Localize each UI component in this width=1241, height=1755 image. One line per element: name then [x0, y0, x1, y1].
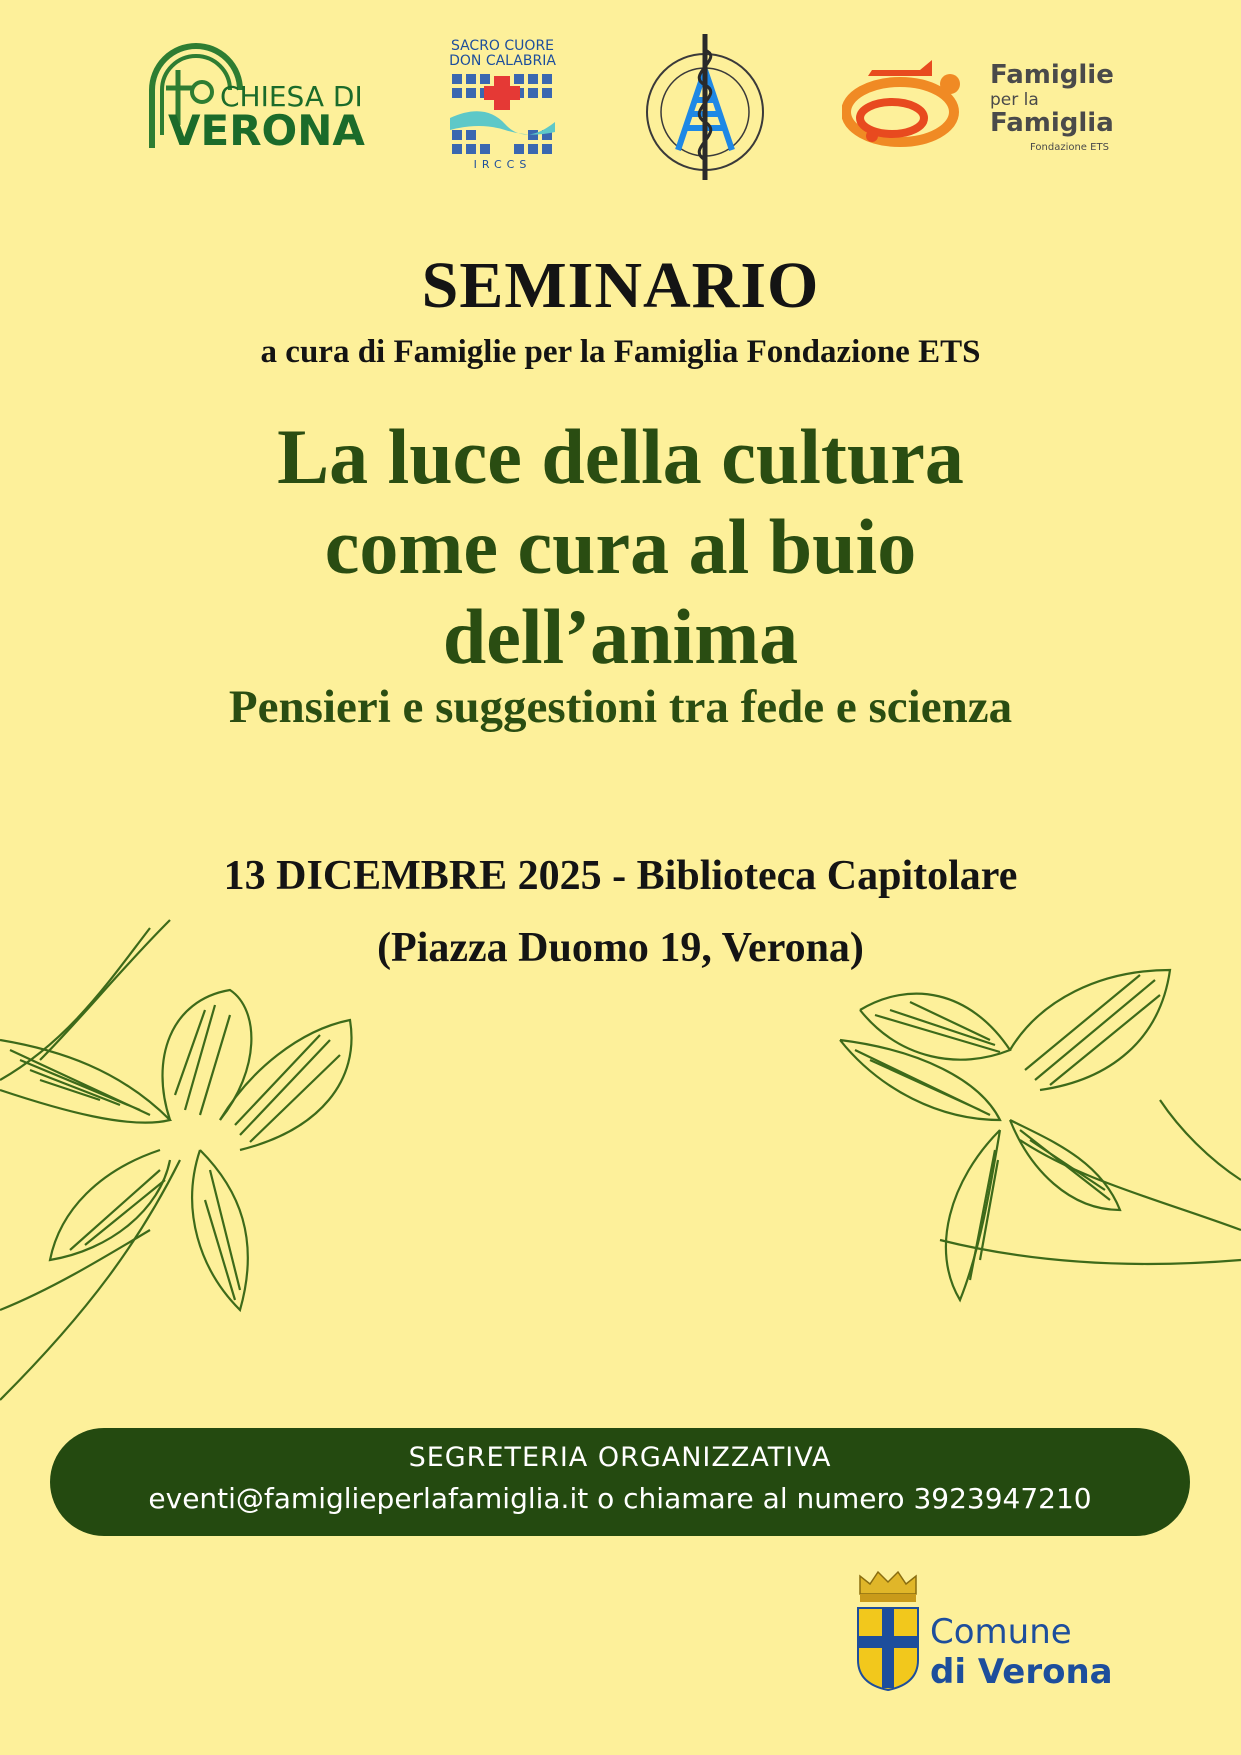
famiglie-line4: Fondazione ETS [1030, 142, 1109, 153]
event-address: (Piazza Duomo 19, Verona) [377, 925, 864, 971]
event-date-venue: 13 DICEMBRE 2025 - Biblioteca Capitolare [223, 853, 1018, 899]
famiglie-logo [842, 56, 1122, 156]
famiglie-line3: Famiglia [990, 108, 1114, 138]
main-title-line-1: La luce della cultura [277, 413, 964, 500]
iris-illustration-right-icon [820, 960, 1241, 1360]
sacro-cuore-line3: IRCCS [473, 158, 532, 171]
contact-banner [50, 1428, 1190, 1536]
chiesa-logo-line1: CHIESA DI [220, 80, 363, 113]
sacro-cuore-grid-icon [450, 72, 555, 156]
famiglie-line1: Famiglie [990, 60, 1114, 90]
comune-crest-icon [856, 1568, 920, 1692]
famiglie-emblem-icon [842, 56, 962, 156]
contact-title: SEGRETERIA ORGANIZZATIVA [408, 1442, 832, 1473]
comune-line1: Comune [930, 1612, 1072, 1652]
contact-details: eventi@famiglieperlafamiglia.it o chiamare al numero 3923947210 [148, 1482, 1092, 1515]
comune-line2: di Verona [930, 1652, 1113, 1692]
chiesa-logo-line2: VERONA [168, 106, 365, 155]
main-title-line-2: come cura al buio [324, 503, 917, 590]
iris-illustration-left-icon [0, 910, 400, 1410]
sacro-cuore-line1: SACRO CUORE [450, 38, 555, 54]
sacro-cuore-line2: DON CALABRIA [449, 53, 556, 69]
chiesa-di-verona-logo [140, 30, 380, 160]
sacro-cuore-logo [440, 38, 565, 178]
tagline: Pensieri e suggestioni tra fede e scienza [228, 681, 1013, 733]
ordine-medici-emblem-icon [640, 30, 770, 185]
famiglie-line2: per la [990, 90, 1039, 110]
organizer-subtitle: a cura di Famiglie per la Famiglia Fondazione ETS [260, 334, 981, 370]
comune-di-verona-logo [856, 1568, 1126, 1698]
ordine-medici-logo [640, 30, 770, 185]
main-title-line-3: dell’anima [442, 593, 799, 680]
seminar-heading: SEMINARIO [421, 249, 820, 322]
